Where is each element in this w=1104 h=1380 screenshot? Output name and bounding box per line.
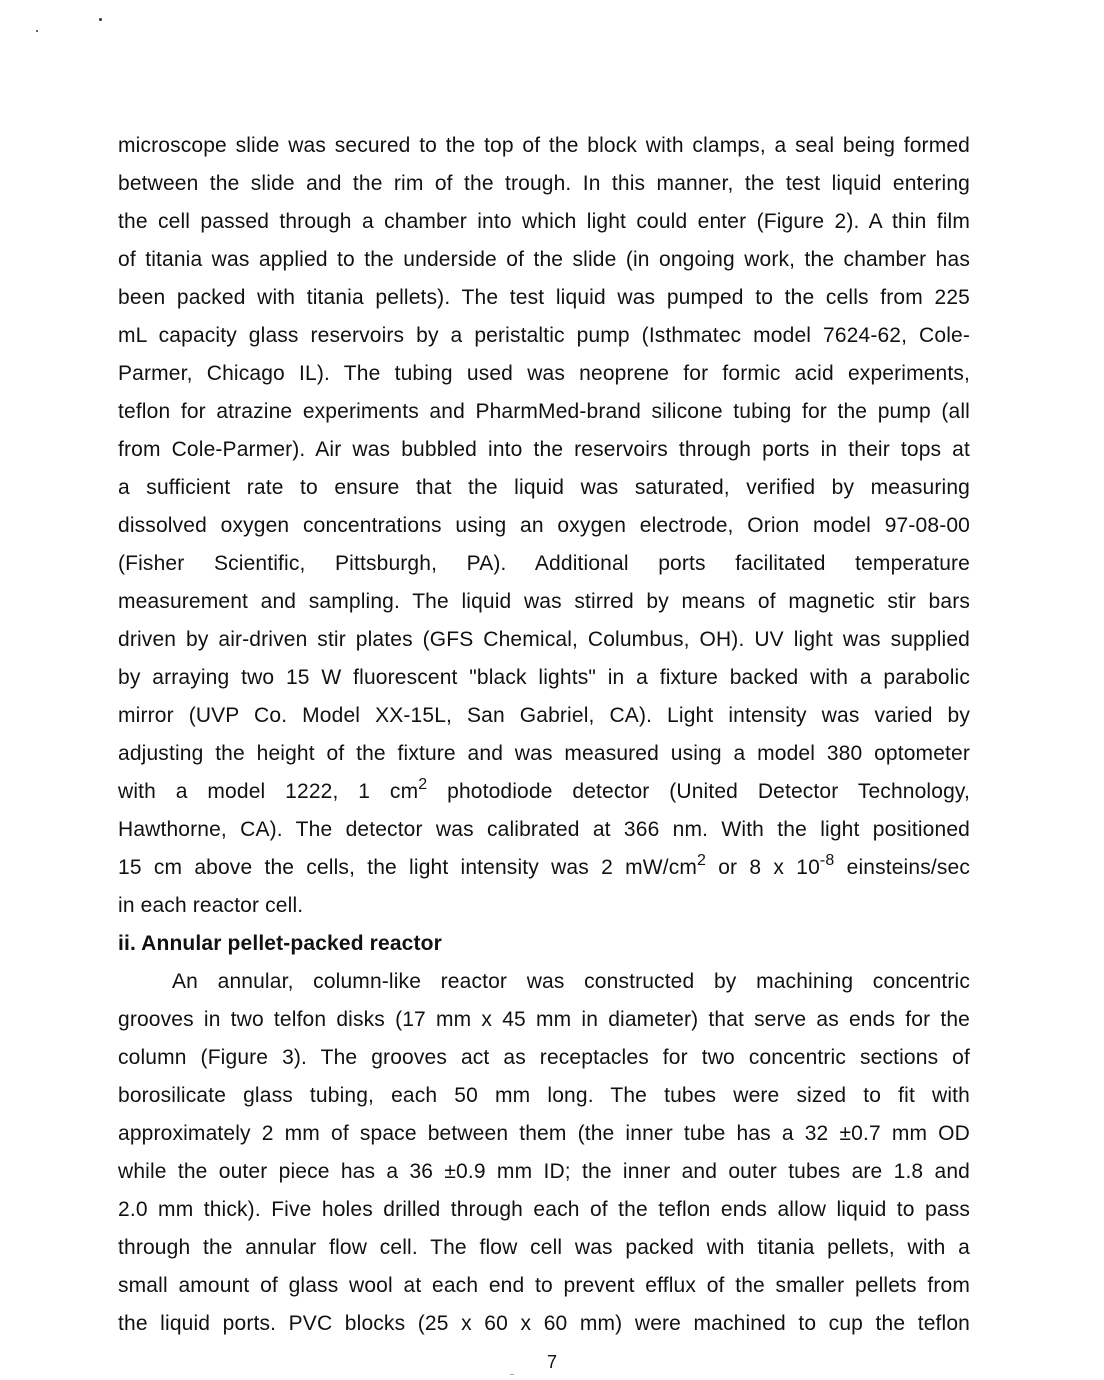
text-line: in each reactor cell. — [118, 894, 304, 917]
text-line-with-superscript — [118, 849, 970, 887]
text-segment: with a model 1222, 1 cm — [118, 780, 419, 803]
text-line: approximately 2 mm of space between them (the inner tube has a 32 ±0.7 mm OD — [118, 1122, 970, 1145]
superscript: 2 — [418, 776, 428, 793]
text-segment: einsteins/sec — [834, 856, 970, 879]
text-segment: 15 cm above the cells, the light intensity was 2 mW/cm — [118, 856, 697, 879]
section-heading: ii. Annular pellet-packed reactor — [118, 932, 442, 955]
text-line: small amount of glass wool at each end to prevent efflux of the smaller pellets from — [118, 1274, 970, 1297]
text-line: Hawthorne, CA). The detector was calibrated at 366 nm. With the light positioned — [118, 818, 970, 841]
text-line: Parmer, Chicago IL). The tubing used was neoprene for formic acid experiments, — [118, 362, 970, 385]
body-text — [118, 127, 970, 1343]
scan-speck — [510, 1374, 514, 1375]
superscript: 2 — [696, 852, 707, 869]
text-line: while the outer piece has a 36 ±0.9 mm ID; the inner and outer tubes are 1.8 and — [118, 1160, 970, 1183]
text-line: dissolved oxygen concentrations using an oxygen electrode, Orion model 97-08-00 — [118, 514, 970, 537]
scan-speck — [36, 30, 38, 32]
page-number: 7 — [546, 1352, 557, 1372]
text-line: mirror (UVP Co. Model XX-15L, San Gabriel, CA). Light intensity was varied by — [118, 704, 970, 727]
text-line: from Cole-Parmer). Air was bubbled into the reservoirs through ports in their tops at — [118, 438, 970, 461]
text-line: 2.0 mm thick). Five holes drilled through each of the teflon ends allow liquid to pass — [118, 1198, 970, 1221]
text-line: mL capacity glass reservoirs by a peristaltic pump (Isthmatec model 7624-62, Cole- — [118, 324, 970, 347]
text-line: of titania was applied to the underside of the slide (in ongoing work, the chamber has — [118, 248, 970, 271]
scan-speck — [99, 18, 102, 21]
text-line: grooves in two telfon disks (17 mm x 45 mm in diameter) that serve as ends for the — [118, 1008, 970, 1031]
text-line: teflon for atrazine experiments and PharmMed-brand silicone tubing for the pump (all — [118, 400, 970, 423]
text-line: a sufficient rate to ensure that the liquid was saturated, verified by measuring — [118, 476, 970, 499]
text-line: adjusting the height of the fixture and was measured using a model 380 optometer — [118, 742, 970, 765]
superscript: -8 — [819, 852, 835, 869]
text-line: driven by air-driven stir plates (GFS Chemical, Columbus, OH). UV light was supplied — [118, 628, 970, 651]
text-segment: photodiode detector (United Detector Technology, — [427, 780, 970, 803]
text-line: the liquid ports. PVC blocks (25 x 60 x 60 mm) were machined to cup the teflon — [118, 1312, 970, 1335]
text-line: (Fisher Scientific, Pittsburgh, PA). Additional ports facilitated temperature — [118, 552, 970, 575]
text-line: the cell passed through a chamber into which light could enter (Figure 2). A thin film — [118, 210, 970, 233]
text-line: column (Figure 3). The grooves act as receptacles for two concentric sections of — [118, 1046, 970, 1069]
text-line: between the slide and the rim of the trough. In this manner, the test liquid entering — [118, 172, 970, 195]
text-line: An annular, column-like reactor was constructed by machining concentric — [172, 970, 970, 993]
text-line: measurement and sampling. The liquid was stirred by means of magnetic stir bars — [118, 590, 970, 613]
text-line: through the annular flow cell. The flow cell was packed with titania pellets, with a — [118, 1236, 970, 1259]
text-line-with-superscript — [118, 773, 970, 811]
text-line: borosilicate glass tubing, each 50 mm long. The tubes were sized to fit with — [118, 1084, 970, 1107]
text-segment: or 8 x 10 — [706, 856, 820, 879]
text-line: been packed with titania pellets). The test liquid was pumped to the cells from 225 — [118, 286, 970, 309]
text-line: by arraying two 15 W fluorescent "black lights" in a fixture backed with a parabolic — [118, 666, 970, 689]
text-line: microscope slide was secured to the top of the block with clamps, a seal being formed — [118, 134, 970, 157]
